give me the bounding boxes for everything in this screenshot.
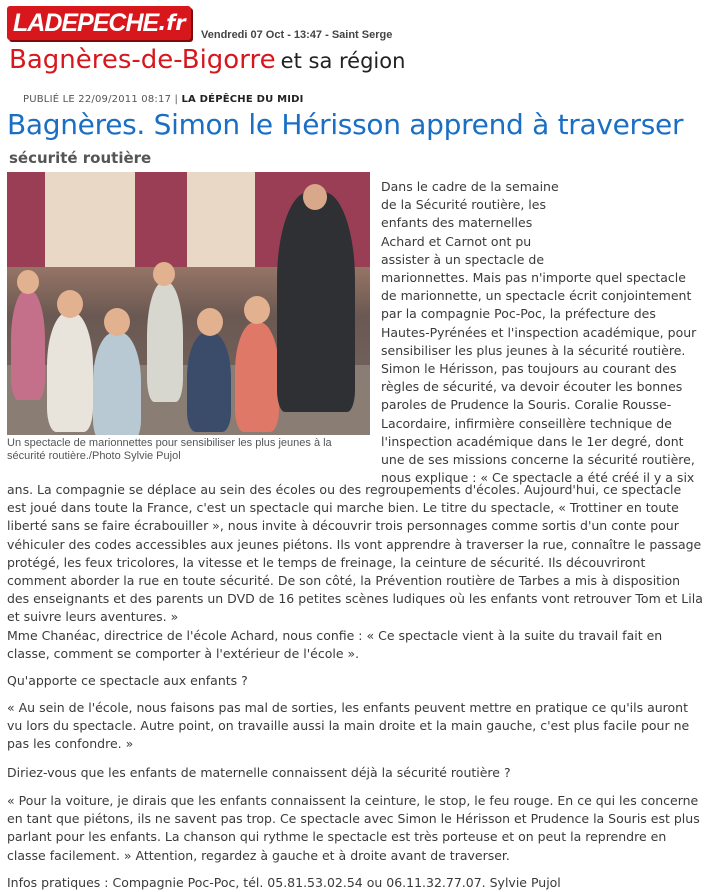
paragraph-text: Mme Chanéac, directrice de l'école Achard, nous confie : « Ce spectacle vient à la suite du travail fait en classe, comment se comporter à l'extérieur de l'école ».: [7, 628, 663, 662]
column-text-line: Simon le Hérisson, pas toujours au courant des: [381, 361, 677, 376]
column-text-line: de la Sécurité routière, les: [381, 197, 546, 213]
paragraph-text: Qu'apporte ce spectacle aux enfants ?: [7, 673, 248, 688]
column-text-line: nous explique : « Ce spectacle a été créé il y a six: [381, 470, 695, 486]
column-text-line: sensibiliser les plus jeunes à la sécurité routière.: [381, 342, 686, 358]
paragraph-2: [7, 627, 703, 663]
column-text-line: par la compagnie Poc-Poc, la préfecture des: [381, 306, 656, 322]
publication-date: PUBLIÉ LE 22/09/2011 08:17 |: [23, 94, 179, 105]
column-text-line: paroles de Prudence la Souris. Coralie Rousse-: [381, 397, 672, 413]
paragraph-7: [7, 874, 703, 892]
region-header: [9, 45, 405, 75]
column-text-line: règles de sécurité, va devoir écouter les bonnes: [381, 379, 683, 395]
region-city: Bagnères-de-Bigorre: [9, 45, 276, 75]
column-text-line: assister à un spectacle de: [381, 251, 545, 267]
publication-line: [23, 94, 304, 105]
column-text-line: de marionnette, un spectacle écrit conjointement: [381, 288, 692, 304]
paragraph-text: Diriez-vous que les enfants de maternelle connaissent déjà la sécurité routière ?: [7, 765, 511, 780]
paragraph-text: « Pour la voiture, je dirais que les enfants connaissent la ceinture, le stop, le feu rouge. En ce qui les concerne en tant que piétons, ils ne savent pas trop. Ce spectacle avec Simon le Hérisson et Prudence la Souris est plus parlant pour les enfants. La chanson qui rythme le spectacle est très porteuse et on peut la reprendre en classe facilement. » Attention, regardez à gauche et à droite avant de traverser.: [7, 793, 700, 863]
paragraph-text: « Au sein de l'école, nous faisons pas mal de sorties, les enfants peuvent mettre en pratique ce qu'ils auront vu lors du spectacle. Autre point, on travaille aussi la main droite et la main gauche, c'est plus facile pour ne pas les confondre. »: [7, 700, 690, 752]
column-text-line: une de ses missions concerne la sécurité routière,: [381, 452, 695, 467]
column-text-line: Achard et Carnot ont pu: [381, 233, 532, 249]
paragraph-5: [7, 764, 703, 782]
paragraph-1-cont: [7, 481, 703, 627]
region-rest: et sa région: [280, 49, 406, 73]
paragraph-text: Infos pratiques : Compagnie Poc-Poc, tél. 05.81.53.02.54 ou 06.11.32.77.07. Sylvie Pujol: [7, 875, 561, 890]
paragraph-3: [7, 672, 703, 690]
publication-source: LA DÉPÊCHE DU MIDI: [181, 94, 304, 105]
paragraph-6: [7, 792, 703, 865]
paragraph-4: [7, 699, 703, 754]
article-headline: Bagnères. Simon le Hérisson apprend à traverser: [7, 108, 684, 141]
article-subtitle: sécurité routière: [9, 149, 152, 167]
logo-name: LADEPECHE: [13, 8, 159, 37]
site-logo[interactable]: [7, 6, 191, 40]
column-text-line: Lacordaire, infirmière conseillère technique de: [381, 415, 672, 431]
column-text-line: l'inspection académique dans le 1er degré, dont: [381, 433, 684, 449]
dateline: Vendredi 07 Oct - 13:47 - Saint Serge: [201, 29, 393, 41]
column-text-line: enfants des maternelles: [381, 215, 533, 231]
column-text-line: marionnettes. Mais pas n'importe quel spectacle: [381, 270, 686, 285]
article-photo: [7, 172, 370, 435]
paragraph-text: ans. La compagnie se déplace au sein des écoles ou des regroupements d'écoles. Aujourd'hui, ce spectacle est joué dans toute la France, c'est un spectacle qui marche bien. Le titre du spectacle, « Trottiner en toute liberté sans se faire écrabouiller », nous invite à découvrir trois personnages comme sortis d'un conte pour véhiculer des codes accessibles aux jeunes piétons. Ils vont apprendre à traverser la rue, connaître le passage protégé, les feux tricolores, la vitesse et le temps de freinage, la ceinture de sécurité. Ils découvriront comment aborder la rue en toute sécurité. De son côté, la Prévention routière de Tarbes a mis à disposition des enseignants et des parents un DVD de 16 petites scènes ludiques où les enfants vont retrouver Tom et Lila et suivre leurs aventures. »: [7, 482, 703, 625]
logo-tld: .fr: [158, 11, 186, 35]
column-text-line: Dans le cadre de la semaine: [381, 179, 559, 194]
photo-caption: Un spectacle de marionnettes pour sensibiliser les plus jeunes à la sécurité routière./Photo Sylvie Pujol: [7, 437, 332, 462]
column-text-line: Hautes-Pyrénées et l'inspection académique, pour: [381, 324, 697, 340]
